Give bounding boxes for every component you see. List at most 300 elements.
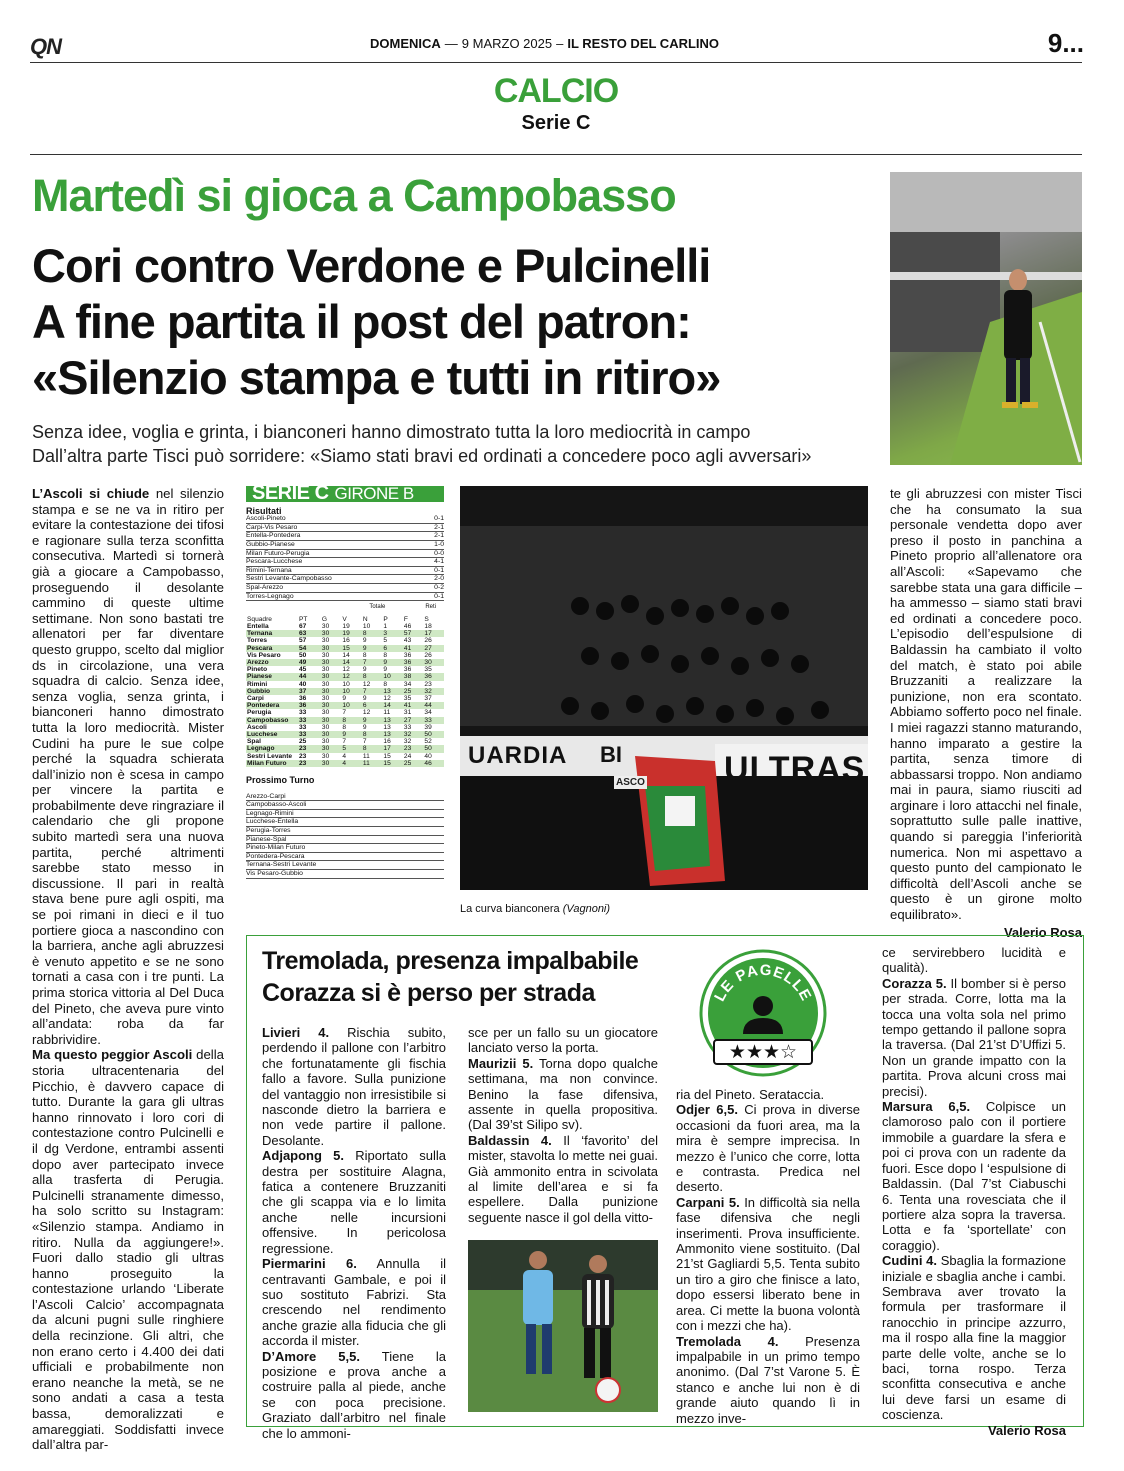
pagelle-column-3: [676, 1087, 860, 1426]
header-rule: [30, 62, 1082, 63]
standings-row: [246, 666, 444, 673]
player-name: Tremolada 4.: [676, 1333, 779, 1349]
standings-team: Pontedera: [246, 702, 298, 709]
standings-row: [246, 659, 444, 666]
standings-value: 30: [321, 645, 342, 652]
standings-value: 18: [424, 622, 432, 630]
standings-value: 37: [424, 694, 432, 702]
result-score: 4-1: [434, 558, 444, 566]
result-row: [246, 524, 444, 533]
next-match: Lucchese-Entella: [246, 818, 444, 827]
curva-photo-illustration: [460, 486, 868, 890]
result-row: [246, 567, 444, 576]
photo-caption: [460, 903, 610, 915]
standings-value: 23: [299, 752, 307, 760]
result-match: Pescara-Lucchese: [246, 558, 303, 566]
standings-value: 26: [424, 637, 432, 645]
player-name: Marsura 6,5.: [882, 1099, 971, 1115]
article-author: Valerio Rosa: [1003, 924, 1082, 940]
caption-credit: (Vagnoni): [562, 903, 611, 915]
standings-value: 45: [299, 666, 307, 674]
standings-value: 36: [298, 702, 321, 709]
result-match: Carpi-Vis Pesaro: [246, 523, 298, 531]
standings-value: 44: [423, 702, 444, 709]
standings-value: 16: [383, 738, 391, 746]
standings-value: 35: [424, 666, 432, 674]
standings-value: 1: [383, 622, 388, 630]
match-photo-illustration: [468, 1240, 658, 1412]
player-comment: Il bomber si è perso per strada. Corre, lotta ma la tocca una volta sola nel primo tempo gettando il pallone sopra la traversa. (Dal 21’st D’Uffizi 5. Non un grande impatto con la partita. Prova alcuni cross mai precisi).: [882, 975, 1066, 1099]
standings-value: 39: [424, 723, 432, 731]
standings-value: 10: [362, 622, 371, 630]
banner-ultras: ULTRAS: [724, 750, 866, 788]
standings-value: 34: [403, 680, 412, 688]
standings-value: 11: [362, 752, 370, 760]
standings-team: Perugia: [247, 709, 272, 717]
standings-row: [246, 637, 444, 644]
standings-row: [246, 738, 444, 745]
coach-photo-illustration: [890, 172, 1082, 465]
result-row: [246, 550, 444, 559]
standings-value: 11: [383, 709, 391, 717]
standings-value: 23: [298, 745, 321, 752]
standings-value: 32: [403, 738, 412, 746]
standings-team: Gubbio: [246, 688, 298, 695]
result-score: 2-1: [434, 532, 444, 540]
standings-value: 8: [383, 651, 388, 659]
result-score: 1-0: [434, 540, 444, 548]
standings-column-header: PT: [298, 616, 321, 623]
standings-team: Ternana: [246, 630, 298, 637]
player-name: Maurizii 5.: [468, 1055, 534, 1071]
standings-value: 30: [321, 752, 330, 760]
player-comment: Rischia subito, perdendo il pallone con l’arbitro che fortunatamente gli fischia fallo a favore. Sulla punizione del vantaggio non irresistibile si nasconde dietro la barriera e non vede partire il pallone. Desolante.: [262, 1025, 447, 1148]
result-score: 0-1: [434, 515, 444, 523]
standings-value: 30: [321, 702, 342, 709]
standings-value: 33: [423, 717, 444, 724]
standings-row: [246, 745, 444, 752]
pagelle-column-2: [468, 1025, 658, 1225]
result-score: 0-0: [434, 549, 444, 557]
next-match: Arezzo-Carpi: [246, 793, 444, 802]
standings-row: [246, 717, 444, 724]
player-comment: Colpisce un clamoroso palo con il portiere immobile a guardare la sfera e poi ci prova con un radente da fuori. Esce dopo l ‘espulsione di Baldassin. (Dal 7’st Ciabuschi 6. Tenta una rovesciata che il portiere alza sopra la traversa. Lotta e fa ‘sportellate’ con coraggio).: [882, 1099, 1067, 1253]
player-rating: [468, 1056, 658, 1133]
standings-value: 17: [423, 630, 444, 637]
standings-value: 44: [298, 673, 321, 680]
standings-value: 8: [341, 717, 362, 724]
standings-value: 33: [299, 723, 307, 731]
standings-value: 12: [383, 694, 391, 702]
player-comment: ria del Pineto. Serataccia.: [676, 1087, 825, 1102]
result-row: [246, 558, 444, 567]
standings-value: 14: [342, 651, 350, 659]
player-comment: Il ‘favorito’ del mister, stavolta lo mette nei guai. Già ammonito entra in scivolata al limite dell’area e si fa espellere. Dalla punizione seguente nasce il gol della vitto-: [468, 1132, 658, 1225]
player-rating: [676, 1102, 860, 1194]
standings-value: 49: [298, 659, 321, 666]
standings-value: 10: [341, 702, 362, 709]
standings-value: 12: [341, 673, 362, 680]
result-match: Ascoli-Pineto: [246, 515, 286, 523]
standings-value: 10: [382, 673, 403, 680]
standings-value: 9: [362, 666, 367, 674]
standings-value: 50: [423, 745, 444, 752]
standings-value: 11: [362, 760, 383, 767]
col1-text-2: della storia ultracentenaria del Picchio, è davvero capace di tutto. Durante la gara gli ultras hanno rinnovato i loro cori di contestazione contro Pulcinelli e il dg Verdone, entrambi assenti dopo aver partecipato invece alla trasferta di Perugia. Pulcinelli stranamente dimesso, ha solo scritto su Instagram: «Silenzio stampa. Andiamo in ritiro. Nulla da aggiungere!». Fuori dallo stadio gli ultras hanno proseguito la contestazione urlando ‘Liberate l’Ascoli Calcio’ accompagnata da alcuni pugni sulle ringhiere della recinzione. Gli altri, che non erano certo i 4.400 dei dati ufficiali e probabilmente non erano neanche la metà, se ne sono andati a casa a testa bassa, demoralizzati e amareggiati. Soddisfatti invece dall’altra par-: [32, 1047, 224, 1453]
next-match: Ternana-Sestri Levante: [246, 861, 444, 870]
player-comment: Sbaglia la formazione iniziale e sbaglia anche i cambi. Sembrava aver trovato la formula per trasformare il ranocchio in principe azzurro, ma il rospo alla fine la maggior parte delle volte, anche se lo baci, torna rospo. Terza sconfitta consecutiva e anche lui deve farsi un esame di coscienza.: [882, 1253, 1066, 1423]
standings-value: 13: [382, 731, 403, 738]
standings-team: Pescara: [246, 645, 298, 652]
standings-value: 36: [299, 694, 307, 702]
summary-line-1: Senza idee, voglia e grinta, i bianconeri hanno dimostrato tutta la loro mediocrità in campo: [32, 422, 751, 442]
standings-value: 26: [424, 651, 432, 659]
player-rating: [882, 1099, 1066, 1253]
player-comment: Presenza impalpabile in un primo tempo anonimo. (Dal 7’st Varone 5. È stanco e anche lui non è di grande aiuto quando lì in mezzo inve-: [676, 1333, 860, 1426]
standings-value: 37: [298, 688, 321, 695]
result-row: [246, 593, 444, 602]
next-match: Campobasso-Ascoli: [246, 801, 444, 810]
player-comment: Riportato sulla destra per sostituire Alagna, fatica a contenere Bruzzaniti che gli scappa via e lo limita anche nelle incursioni offensive. In pericolosa regressione.: [262, 1148, 447, 1256]
standings-value: 23: [403, 745, 424, 752]
standings-value: 9: [362, 723, 367, 731]
result-row: [246, 515, 444, 524]
standings-table: [246, 616, 444, 767]
standings-column-header: Squadre: [246, 616, 298, 623]
standings-group-labels: [246, 604, 444, 612]
reti-label: Reti: [425, 604, 436, 611]
standings-value: 6: [382, 645, 403, 652]
standings-value: 30: [321, 630, 342, 637]
article-kicker: Martedì si gioca a Campobasso: [32, 170, 676, 221]
player-name: Corazza 5.: [882, 975, 947, 991]
standings-value: 43: [403, 637, 412, 645]
standings-value: 9: [342, 694, 347, 702]
standings-row: [246, 645, 444, 652]
player-comment: ce servirebbero lucidità e qualità).: [882, 945, 1066, 976]
standings-row: [246, 688, 444, 695]
standings-value: 41: [403, 645, 424, 652]
standings-row: [246, 652, 444, 659]
player-name: Odjer 6,5.: [676, 1102, 738, 1118]
standings-value: 12: [362, 680, 371, 688]
next-match: Pineto-Milan Futuro: [246, 844, 444, 853]
player-name: Adjapong 5.: [262, 1148, 345, 1164]
player-name: Cudini 4.: [882, 1253, 938, 1269]
standings-value: 12: [362, 709, 371, 717]
standings-value: 7: [362, 688, 383, 695]
standings-value: 33: [403, 723, 412, 731]
standings-value: 57: [403, 630, 424, 637]
result-match: Rimini-Ternana: [246, 566, 292, 574]
standings-value: 30: [321, 651, 330, 659]
header-paper: IL RESTO DEL CARLINO: [567, 36, 720, 51]
standings-value: 19: [341, 630, 362, 637]
next-match: Pontedera-Pescara: [246, 853, 444, 862]
standings-value: 8: [362, 745, 383, 752]
standings-value: 30: [321, 709, 330, 717]
standings-value: 30: [321, 680, 330, 688]
badge-text: LE PAGELLE: [711, 961, 815, 1005]
result-row: [246, 541, 444, 550]
standings-row: [246, 630, 444, 637]
next-match: Pianese-Spal: [246, 836, 444, 845]
result-score: 2-0: [434, 575, 444, 583]
standings-value: 4: [341, 760, 362, 767]
standings-value: 30: [321, 666, 330, 674]
page-number: 9...: [1047, 28, 1084, 58]
player-rating: [262, 1148, 446, 1256]
standings-value: 50: [423, 731, 444, 738]
result-match: Spal-Arezzo: [246, 583, 284, 591]
standings-team: Vis Pesaro: [247, 651, 281, 659]
standings-value: 30: [321, 731, 342, 738]
standings-value: 9: [362, 694, 367, 702]
standings-value: 32: [403, 731, 424, 738]
result-match: Gubbio-Pianese: [246, 540, 295, 548]
standings-value: 19: [342, 622, 350, 630]
player-rating: [262, 1025, 446, 1148]
standings-value: 38: [403, 673, 424, 680]
player-rating: [882, 976, 1066, 1099]
standings-value: 57: [299, 637, 307, 645]
standings-team: Carpi: [247, 694, 264, 702]
standings-value: 46: [423, 760, 444, 767]
standings-column-header: G: [321, 616, 342, 623]
pagelle-column-4: [882, 945, 1066, 1438]
standings-row: [246, 724, 444, 731]
player-name: Piermarini 6.: [262, 1256, 357, 1272]
result-score: 2-1: [434, 523, 444, 531]
pagelle-title: [262, 945, 638, 1009]
standings-team: Sestri Levante: [247, 752, 293, 760]
standings-value: 9: [383, 666, 388, 674]
star-rating: ★★★☆: [728, 1041, 798, 1063]
summary-line-2: Dall’altra parte Tisci può sorridere: «Siamo stati bravi ed ordinati a concedere poco agli avversari»: [32, 446, 812, 466]
standings-value: 25: [299, 738, 307, 746]
pagelle-title-line-1: Tremolada, presenza impalbabile: [262, 947, 639, 975]
player-rating: [262, 1256, 446, 1348]
standings-column-header: V: [341, 616, 362, 623]
player-rating: [676, 1195, 860, 1334]
standings-team: Rimini: [247, 680, 268, 688]
standings-value: 4: [342, 752, 347, 760]
result-match: Entella-Pontedera: [246, 532, 301, 540]
standings-value: 8: [342, 723, 347, 731]
standings-value: 8: [383, 680, 388, 688]
standings-box: [246, 482, 444, 879]
standings-value: 13: [382, 688, 403, 695]
standings-value: 15: [382, 760, 403, 767]
standings-value: 30: [321, 738, 330, 746]
standings-value: 33: [299, 709, 307, 717]
col1-lead-2: Ma questo peggior Ascoli: [32, 1047, 193, 1063]
result-score: 0-1: [434, 566, 444, 574]
qn-logo: QN: [30, 34, 61, 59]
player-rating: [676, 1334, 860, 1426]
results-list: [246, 515, 444, 601]
standings-row: [246, 681, 444, 688]
next-round-label: Prossimo Turno: [246, 774, 315, 785]
standings-team: Arezzo: [246, 659, 298, 666]
standings-value: 30: [321, 717, 342, 724]
pagelle-author: Valerio Rosa: [987, 1422, 1066, 1438]
standings-value: 10: [342, 680, 350, 688]
standings-team: Torres: [247, 637, 268, 645]
standings-value: 27: [423, 645, 444, 652]
standings-value: 30: [423, 659, 444, 666]
standings-value: 6: [362, 702, 383, 709]
standings-value: 15: [341, 645, 362, 652]
player-name: Livieri 4.: [262, 1025, 330, 1040]
player-comment: Tiene la posizione e prova anche a costruire palla al piede, anche se con poca precisione. Graziato dall’arbitro nel finale che lo ammoni-: [262, 1348, 446, 1441]
standings-value: 9: [362, 645, 383, 652]
person-icon-head: [753, 996, 773, 1016]
pagelle-badge: [698, 948, 828, 1078]
headline-line-2: A fine partita il post del patron:: [32, 295, 691, 348]
standings-value: 41: [403, 702, 424, 709]
standings-header-row: [246, 616, 444, 623]
standings-team: Spal: [247, 738, 261, 746]
standings-league: SERIE C: [252, 482, 329, 504]
player-name: Baldassin 4.: [468, 1132, 552, 1148]
article-column-4: [890, 486, 1082, 940]
result-row: [246, 575, 444, 584]
article-summary: [32, 420, 811, 468]
standings-team: Entella: [247, 622, 269, 630]
standings-value: 30: [321, 659, 342, 666]
standings-value: 8: [362, 731, 383, 738]
standings-value: 25: [403, 688, 424, 695]
standings-value: 9: [382, 659, 403, 666]
standings-row: [246, 695, 444, 702]
standings-value: 23: [298, 760, 321, 767]
standings-value: 7: [342, 738, 347, 746]
standings-team: Lucchese: [246, 731, 298, 738]
standings-value: 7: [342, 709, 347, 717]
standings-row: [246, 760, 444, 767]
standings-value: 46: [403, 622, 412, 630]
next-match: Vis Pesaro-Gubbio: [246, 870, 444, 879]
standings-value: 15: [383, 752, 391, 760]
standings-row: [246, 709, 444, 716]
standings-row: [246, 623, 444, 630]
standings-value: 34: [424, 709, 432, 717]
player-rating: [882, 945, 1066, 976]
player-comment: Annulla il centravanti Gambale, e poi il suo sostituto Fabrizi. Sta crescendo nel rendimento anche grazie alla fiducia che gli accorda il mister.: [262, 1256, 446, 1349]
coach-photo: [890, 172, 1082, 465]
headline-line-1: Cori contro Verdone e Pulcinelli: [32, 239, 711, 292]
standings-value: 30: [321, 745, 342, 752]
player-comment: In difficoltà sia nella fase difensiva che negli inserimenti. Prova insufficiente. Ammonito viene sostituito. (Dal 21’st Gagliardi 5,5. Tenta subito un tiro a giro che finisce a lato, dopo essersi liberato bene in area. Ci mette la buona volontà con i mezzi che ha).: [676, 1194, 860, 1334]
standings-team: Pianese: [246, 673, 298, 680]
next-round-list: [246, 793, 444, 879]
match-photo: [468, 1240, 658, 1412]
standings-value: 30: [321, 673, 342, 680]
standings-team: Milan Futuro: [246, 760, 298, 767]
standings-team: Legnago: [246, 745, 298, 752]
standings-value: 30: [321, 723, 330, 731]
banner-asco: ASCO: [616, 777, 645, 788]
standings-value: 30: [321, 622, 330, 630]
standings-value: 16: [342, 637, 350, 645]
player-comment: sce per un fallo su un giocatore lanciato verso la porta.: [468, 1025, 658, 1056]
player-rating: [262, 1349, 446, 1441]
next-match: Legnago-Rimini: [246, 810, 444, 819]
standings-group: GIRONE B: [334, 484, 414, 503]
standings-value: 14: [341, 659, 362, 666]
col1-text-1: nel silenzio stampa e se ne va in ritiro per evitare la contestazione dei tifosi e ragionare sulla terza sconfitta consecutiva. Martedì si tornerà già a giocare a Campobasso, proseguendo il desolante cammino di queste ultime settimane. Non sono bastati tre allenatori per far diventare questo gruppo, scelto dal miglior ds in circolazione, una vera squadra di calcio. Senza idee, senza voglia, senza grinta, i bianconeri hanno dimostrato tutta la loro mediocrità. Mister Cudini ha pure le sue colpe perché la squadra schierata dall’inizio non è scesa in campo per vincere la partita e probabilmente deve ringraziare il calendario che gli propone subito martedì sera una nuova partita, perché altrimenti sarebbe stato messo in discussione. Il pari in realtà stava bene pure agli ospiti, ma se poi rimani in dieci e il tuo portiere gioca a nascondino con la barriera, anche agli abruzzesi è venuto appetito e se ne sono tornati a casa con i tre punti. La prima storica vittoria al Del Duca del Pineto, che aveva pure vinto all’andata: roba da far rabbrividire.: [32, 486, 224, 1047]
standings-team: Ascoli: [247, 723, 267, 731]
result-score: 0-1: [434, 592, 444, 600]
result-row: [246, 532, 444, 541]
standings-row: [246, 702, 444, 709]
standings-value: 36: [403, 651, 412, 659]
standings-value: 32: [423, 688, 444, 695]
standings-row: [246, 673, 444, 680]
standings-column-header: F: [403, 616, 424, 623]
results-label: Risultati: [246, 505, 282, 516]
player-name: Carpani 5.: [676, 1194, 740, 1210]
masthead-line: DOMENICA — 9 MARZO 2025 – IL RESTO DEL CARLINO: [370, 36, 720, 51]
standings-value: 5: [341, 745, 362, 752]
player-rating: [468, 1133, 658, 1225]
col4-text: te gli abruzzesi con mister Tisci che ha consumato la sua personale vendetta dopo aver preso il posto in panchina a Pineto proprio all’allenatore ora all’Ascoli: «Sapevamo che sarebbe stata una gara difficile – ha ammesso – siamo stati bravi ed ordinati a concedere poco. L’episodio dell’espulsione di Baldassin ha cambiato il volto del match, è stato poi abile Bruzzaniti a realizzare la punizione, non era scontato. Abbiamo sofferto poco nel finale. I miei ragazzi stanno maturando, hanno imparato a gestire la partita, senza timore di abbassarsi troppo. Non andiamo mai in paura, siamo riusciti ad arginare i loro attacchi nel finale, soprattutto sulle palle inattive, quando si pareggia l’inferiorità numerica. Non mi aspettavo a questo punto del campionato le difficoltà dell’Ascoli anche se questo è un girone molto equilibrato».: [890, 486, 1082, 923]
section-title: CALCIO: [493, 72, 619, 110]
standings-team: Campobasso: [246, 717, 298, 724]
standings-column-header: N: [362, 616, 383, 623]
curva-photo: [460, 486, 868, 890]
standings-value: 8: [362, 630, 383, 637]
standings-column-header: P: [382, 616, 403, 623]
col1-lead: L’Ascoli si chiude: [32, 486, 150, 501]
standings-value: 52: [424, 738, 432, 746]
standings-value: 12: [342, 666, 350, 674]
standings-value: 30: [321, 694, 330, 702]
result-score: 0-2: [434, 583, 444, 591]
standings-value: 8: [362, 651, 367, 659]
standings-row: [246, 753, 444, 760]
player-comment: Ci prova in diverse occasioni da fuori area, ma la mira è sempre imprecisa. In mezzo è l’unico che corre, lotta e contrasta. Predica nel deserto.: [676, 1102, 860, 1195]
standings-value: 25: [403, 760, 424, 767]
standings-value: 7: [362, 659, 383, 666]
pagelle-column-1: [262, 1025, 446, 1441]
standings-value: 9: [362, 637, 367, 645]
standings-title: [246, 482, 444, 504]
standings-value: 27: [403, 717, 424, 724]
player-comment: Torna dopo qualche settimana, ma non convince. Benino la fase difensiva, assente in quella propositiva. (Dal 39’st Silipo sv).: [468, 1055, 658, 1133]
header-day: DOMENICA: [370, 36, 441, 51]
player-rating: [468, 1025, 658, 1056]
standings-value: 17: [382, 745, 403, 752]
standings-value: 8: [362, 673, 383, 680]
standings-column-header: S: [423, 616, 444, 623]
standings-value: 31: [403, 709, 412, 717]
banner-bi: BI: [600, 742, 622, 767]
standings-value: 67: [299, 622, 307, 630]
result-match: Milan Futuro-Perugia: [246, 549, 310, 557]
article-headline: [32, 238, 720, 406]
standings-value: 33: [298, 717, 321, 724]
standings-value: 35: [403, 694, 412, 702]
standings-value: 13: [382, 717, 403, 724]
header-date: 9 MARZO 2025: [461, 36, 553, 51]
standings-value: 10: [341, 688, 362, 695]
standings-value: 24: [403, 752, 412, 760]
standings-value: 5: [383, 637, 388, 645]
standings-row: [246, 731, 444, 738]
standings-value: 50: [299, 651, 307, 659]
